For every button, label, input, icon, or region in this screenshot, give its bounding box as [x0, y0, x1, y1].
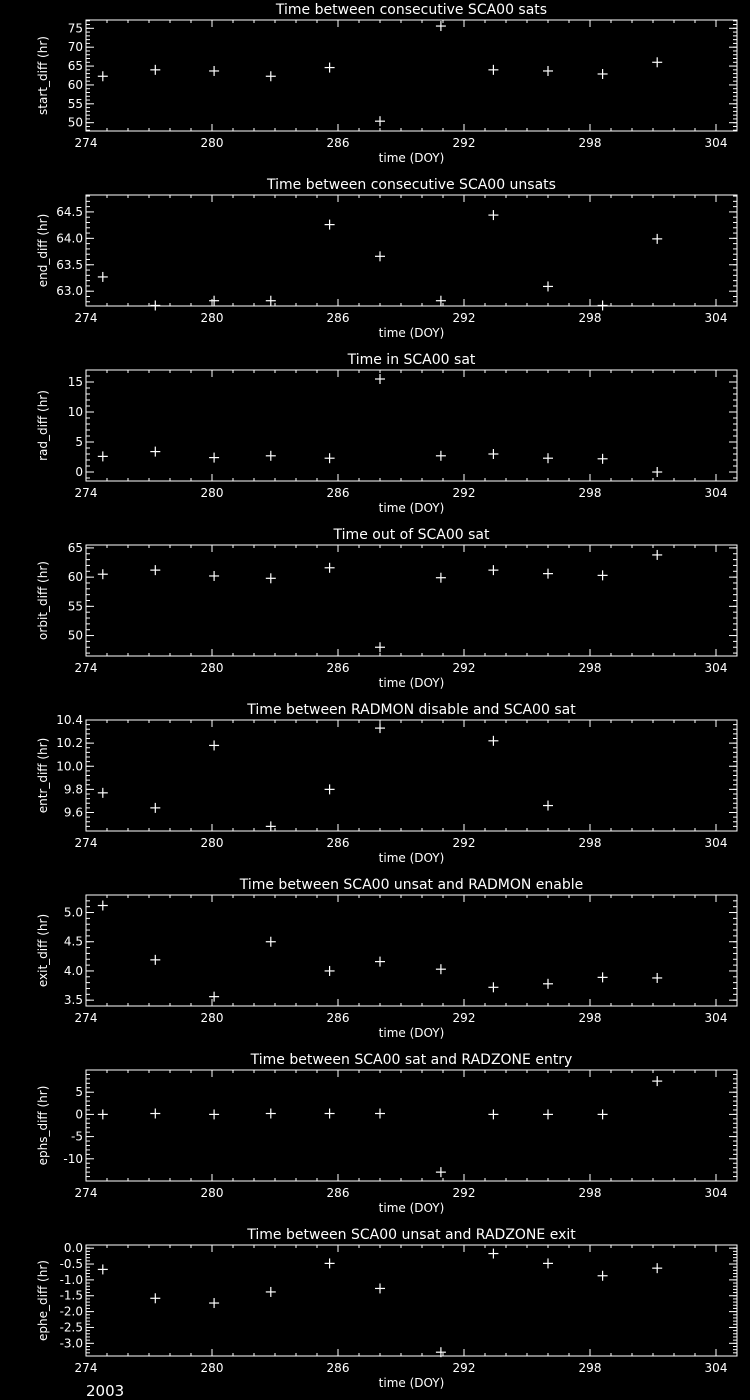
- x-tick-label: 292: [452, 1361, 476, 1375]
- chart-title: Time between consecutive SCA00 unsats: [267, 177, 556, 193]
- data-point: [543, 801, 553, 811]
- y-tick-label: 4.5: [63, 934, 83, 949]
- data-point: [150, 1293, 160, 1303]
- x-tick-label: 292: [452, 1186, 476, 1200]
- x-tick-label: 286: [326, 1361, 350, 1375]
- plot-frame: [86, 20, 737, 131]
- x-axis-label: time (DOY): [378, 1201, 445, 1215]
- data-point: [652, 467, 662, 477]
- data-point: [150, 300, 160, 310]
- data-point: [98, 788, 108, 798]
- y-tick-label: 60: [67, 570, 83, 585]
- data-point: [543, 453, 553, 463]
- data-point: [150, 447, 160, 457]
- y-axis-label: rad_diff (hr): [36, 390, 50, 461]
- y-tick-label: 64.5: [56, 204, 83, 219]
- chart-title: Time between SCA00 unsat and RADZONE exit: [247, 1227, 576, 1243]
- x-tick-label: 298: [578, 136, 602, 150]
- y-tick-label: 63.5: [56, 257, 83, 272]
- y-tick-label: 75: [67, 21, 83, 36]
- y-tick-label: 55: [67, 599, 83, 614]
- y-tick-label: 70: [67, 40, 83, 55]
- data-point: [150, 803, 160, 813]
- y-axis-label: ephe_diff (hr): [36, 1260, 50, 1341]
- data-point: [209, 740, 219, 750]
- plot-frame: [86, 720, 737, 831]
- x-tick-label: 292: [452, 1011, 476, 1025]
- chart-panel: [36, 527, 737, 690]
- x-tick-label: 304: [704, 486, 728, 500]
- data-point: [598, 69, 608, 79]
- data-point: [436, 1167, 446, 1177]
- chart-panel: [36, 702, 737, 865]
- data-point: [598, 1109, 608, 1119]
- data-point: [543, 66, 553, 76]
- data-point: [488, 982, 498, 992]
- x-axis-label: time (DOY): [378, 851, 445, 865]
- x-tick-label: 304: [704, 1361, 728, 1375]
- data-point: [209, 66, 219, 76]
- data-point: [325, 563, 335, 573]
- x-axis-label: time (DOY): [378, 1376, 445, 1390]
- y-tick-label: 10: [67, 405, 83, 419]
- data-point: [209, 992, 219, 1002]
- data-point: [543, 569, 553, 579]
- y-tick-label: 65: [67, 540, 83, 555]
- x-tick-label: 274: [74, 836, 98, 850]
- data-point: [375, 1109, 385, 1119]
- x-tick-label: 280: [200, 1011, 224, 1025]
- data-point: [98, 1109, 108, 1119]
- x-tick-label: 298: [578, 486, 602, 500]
- data-point: [98, 901, 108, 911]
- x-tick-label: 304: [704, 661, 728, 675]
- data-point: [98, 1264, 108, 1274]
- data-point: [266, 821, 276, 831]
- x-axis-label: time (DOY): [378, 501, 445, 515]
- y-axis-label: orbit_diff (hr): [36, 561, 50, 640]
- y-tick-label: 0: [75, 1107, 83, 1122]
- data-point: [266, 573, 276, 583]
- data-point: [266, 71, 276, 81]
- x-axis-label: time (DOY): [378, 151, 445, 165]
- data-point: [375, 374, 385, 384]
- x-tick-label: 292: [452, 661, 476, 675]
- y-tick-label: 60: [67, 77, 83, 92]
- x-tick-label: 274: [74, 136, 98, 150]
- chart-panel: [36, 1052, 737, 1215]
- data-point: [652, 57, 662, 67]
- y-axis-label: exit_diff (hr): [36, 913, 50, 988]
- plot-frame: [86, 1070, 737, 1181]
- data-point: [266, 1287, 276, 1297]
- y-axis-label: start_diff (hr): [36, 36, 50, 115]
- x-tick-label: 274: [74, 1186, 98, 1200]
- x-tick-label: 292: [452, 311, 476, 325]
- y-tick-label: 10.0: [56, 759, 83, 774]
- chart-panel: [36, 1227, 737, 1390]
- data-point: [488, 210, 498, 220]
- plot-frame: [86, 195, 737, 306]
- x-axis-label: time (DOY): [378, 1026, 445, 1040]
- y-tick-label: -2.0: [59, 1304, 83, 1319]
- y-tick-label: 0: [75, 465, 83, 479]
- y-tick-label: 9.6: [63, 805, 83, 820]
- data-point: [488, 1249, 498, 1259]
- y-tick-label: -10: [63, 1151, 83, 1166]
- plot-frame: [86, 895, 737, 1006]
- data-point: [652, 1263, 662, 1273]
- y-tick-label: 0.0: [63, 1241, 83, 1256]
- data-point: [98, 569, 108, 579]
- y-tick-label: 4.0: [63, 963, 83, 978]
- x-tick-label: 298: [578, 1011, 602, 1025]
- data-point: [375, 1283, 385, 1293]
- data-point: [598, 454, 608, 464]
- data-point: [436, 964, 446, 974]
- x-tick-label: 274: [74, 311, 98, 325]
- chart-title: Time in SCA00 sat: [347, 352, 476, 368]
- y-tick-label: -1.0: [59, 1272, 83, 1287]
- y-axis-label: ephs_diff (hr): [36, 1085, 50, 1166]
- data-point: [209, 571, 219, 581]
- x-tick-label: 280: [200, 1361, 224, 1375]
- data-point: [652, 1076, 662, 1086]
- data-point: [543, 1258, 553, 1268]
- data-point: [266, 1109, 276, 1119]
- x-tick-label: 286: [326, 311, 350, 325]
- data-point: [543, 1109, 553, 1119]
- data-point: [98, 272, 108, 282]
- y-tick-label: -1.5: [59, 1288, 83, 1303]
- data-point: [543, 979, 553, 989]
- data-point: [488, 736, 498, 746]
- chart-title: Time between RADMON disable and SCA00 sat: [247, 702, 576, 718]
- plot-frame: [86, 545, 737, 656]
- data-point: [150, 955, 160, 965]
- y-tick-label: 5: [75, 1085, 83, 1100]
- chart-panel: [36, 877, 737, 1040]
- data-point: [652, 550, 662, 560]
- plot-frame: [86, 1245, 737, 1356]
- x-tick-label: 280: [200, 1186, 224, 1200]
- y-tick-label: 9.8: [63, 782, 83, 797]
- y-tick-label: 64.0: [56, 231, 83, 246]
- data-point: [209, 1109, 219, 1119]
- data-point: [436, 21, 446, 31]
- data-point: [488, 1109, 498, 1119]
- chart-title: Time out of SCA00 sat: [333, 527, 490, 543]
- data-point: [266, 451, 276, 461]
- data-point: [436, 296, 446, 306]
- data-point: [375, 116, 385, 126]
- x-tick-label: 304: [704, 1186, 728, 1200]
- data-point: [375, 251, 385, 261]
- x-tick-label: 274: [74, 486, 98, 500]
- chart-title: Time between SCA00 sat and RADZONE entry: [250, 1052, 573, 1068]
- data-point: [436, 451, 446, 461]
- data-point: [375, 957, 385, 967]
- x-tick-label: 298: [578, 836, 602, 850]
- data-point: [598, 570, 608, 580]
- data-point: [150, 65, 160, 75]
- x-tick-label: 280: [200, 136, 224, 150]
- x-tick-label: 304: [704, 311, 728, 325]
- y-tick-label: 55: [67, 96, 83, 111]
- x-tick-label: 304: [704, 1011, 728, 1025]
- data-point: [325, 1258, 335, 1268]
- data-point: [488, 65, 498, 75]
- data-point: [98, 451, 108, 461]
- chart-panel: [36, 177, 737, 340]
- y-tick-label: 15: [67, 375, 83, 389]
- chart-title: Time between consecutive SCA00 sats: [275, 2, 548, 18]
- y-tick-label: 65: [67, 59, 83, 74]
- data-point: [325, 1109, 335, 1119]
- data-point: [652, 234, 662, 244]
- x-tick-label: 286: [326, 661, 350, 675]
- x-tick-label: 304: [704, 836, 728, 850]
- chart-title: Time between SCA00 unsat and RADMON enable: [239, 877, 584, 893]
- x-tick-label: 286: [326, 136, 350, 150]
- y-tick-label: -0.5: [59, 1257, 83, 1272]
- data-point: [375, 723, 385, 733]
- y-tick-label: 63.0: [56, 284, 83, 299]
- x-tick-label: 274: [74, 661, 98, 675]
- data-point: [325, 784, 335, 794]
- data-point: [488, 449, 498, 459]
- x-tick-label: 280: [200, 836, 224, 850]
- data-point: [436, 573, 446, 583]
- data-point: [209, 453, 219, 463]
- data-point: [266, 937, 276, 947]
- y-tick-label: 50: [67, 628, 83, 643]
- data-point: [375, 642, 385, 652]
- chart-panel: [36, 352, 737, 515]
- y-tick-label: -5: [71, 1129, 83, 1144]
- x-tick-label: 292: [452, 136, 476, 150]
- data-point: [266, 296, 276, 306]
- x-tick-label: 280: [200, 661, 224, 675]
- x-tick-label: 286: [326, 1011, 350, 1025]
- data-point: [488, 565, 498, 575]
- y-axis-label: end_diff (hr): [36, 213, 50, 288]
- x-tick-label: 274: [74, 1361, 98, 1375]
- y-tick-label: 10.4: [56, 713, 83, 727]
- x-tick-label: 292: [452, 486, 476, 500]
- x-tick-label: 286: [326, 486, 350, 500]
- data-point: [98, 71, 108, 81]
- x-tick-label: 280: [200, 486, 224, 500]
- x-tick-label: 304: [704, 136, 728, 150]
- x-tick-label: 286: [326, 836, 350, 850]
- y-tick-label: 3.5: [63, 993, 83, 1008]
- year-label: 2003: [86, 1382, 125, 1400]
- y-tick-label: 5.0: [63, 905, 83, 920]
- x-tick-label: 286: [326, 1186, 350, 1200]
- y-tick-label: 5: [75, 435, 83, 449]
- x-tick-label: 280: [200, 311, 224, 325]
- data-point: [150, 565, 160, 575]
- y-axis-label: entr_diff (hr): [36, 737, 50, 814]
- data-point: [325, 63, 335, 73]
- y-tick-label: 10.2: [56, 736, 83, 751]
- chart-panel: [36, 2, 737, 165]
- data-point: [150, 1109, 160, 1119]
- x-axis-label: time (DOY): [378, 326, 445, 340]
- x-tick-label: 298: [578, 311, 602, 325]
- data-point: [325, 966, 335, 976]
- y-tick-label: -2.5: [59, 1320, 83, 1335]
- x-tick-label: 298: [578, 1361, 602, 1375]
- data-point: [325, 220, 335, 230]
- x-tick-label: 298: [578, 1186, 602, 1200]
- x-axis-label: time (DOY): [378, 676, 445, 690]
- data-point: [598, 1271, 608, 1281]
- x-tick-label: 298: [578, 661, 602, 675]
- x-tick-label: 274: [74, 1011, 98, 1025]
- y-tick-label: 50: [67, 115, 83, 130]
- data-point: [598, 972, 608, 982]
- plot-frame: [86, 370, 737, 481]
- data-point: [543, 281, 553, 291]
- data-point: [209, 296, 219, 306]
- data-point: [325, 453, 335, 463]
- x-tick-label: 292: [452, 836, 476, 850]
- data-point: [209, 1298, 219, 1308]
- y-tick-label: -3.0: [59, 1336, 83, 1351]
- data-point: [598, 300, 608, 310]
- data-point: [652, 973, 662, 983]
